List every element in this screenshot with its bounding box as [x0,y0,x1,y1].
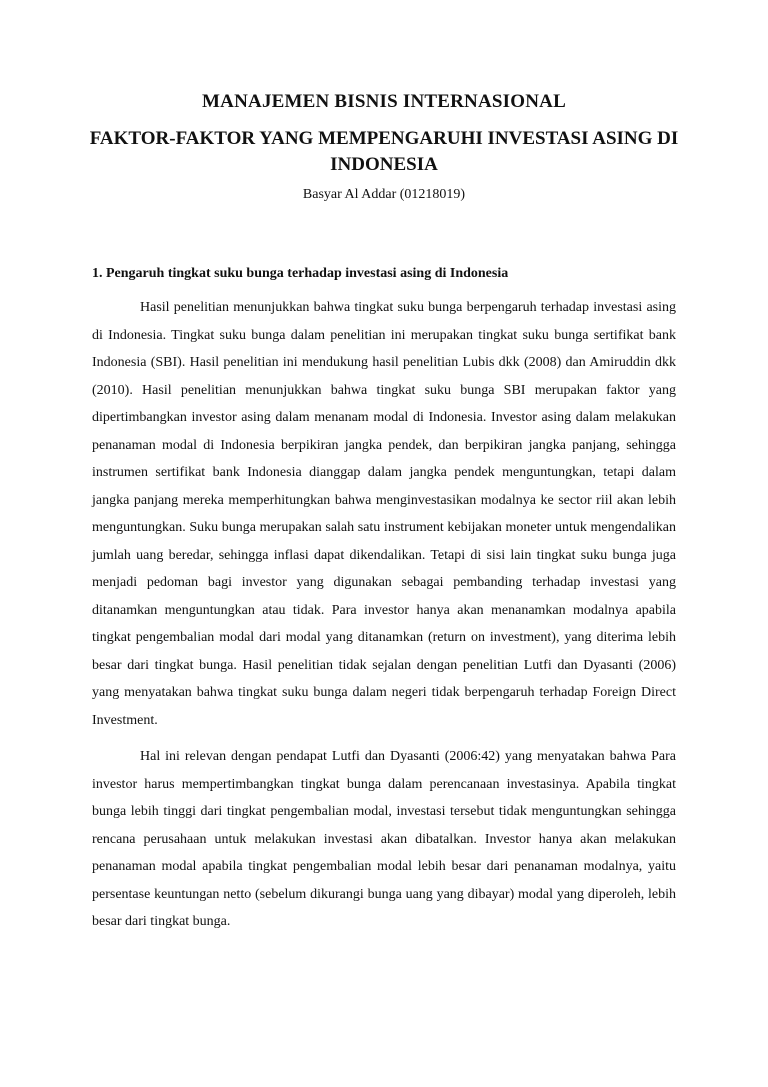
course-title: MANAJEMEN BISNIS INTERNASIONAL [202,91,566,112]
title-block [0,90,768,204]
paragraph-1: Hasil penelitian menunjukkan bahwa tingkat suku bunga berpengaruh terhadap investasi asing di Indonesia. Tingkat suku bunga dalam penelitian ini merupakan tingkat suku bunga sertifikat bank Indonesia (SBI). Hasil penelitian ini mendukung hasil penelitian Lubis dkk (2008) dan Amiruddin dkk (2010). Hasil penelitian menunjukkan bahwa tingkat suku bunga SBI merupakan faktor yang dipertimbangkan investor asing dalam menanam modal di Indonesia. Investor asing dalam melakukan penanaman modal di Indonesia berpikiran jangka pendek, dan berpikiran jangka panjang, sehingga instrumen sertifikat bank Indonesia dianggap dalam jangka pendek menguntungkan, tetapi dalam jangka panjang mereka memperhitungkan bahwa menginvestasikan modalnya ke sector riil akan lebih menguntungkan. Suku bunga merupakan salah satu instrument kebijakan moneter untuk mengendalikan jumlah uang beredar, sehingga inflasi dapat dikendalikan. Tetapi di sisi lain tingkat suku bunga juga menjadi pedoman bagi investor yang digunakan sebagai pembanding terhadap investasi yang ditanamkan menguntungkan atau tidak. Para investor hanya akan menanamkan modalnya apabila tingkat pengembalian modal dari modal yang ditanamkan (return on investment), yang diterima lebih besar dari tingkat bunga. Hasil penelitian tidak sejalan dengan penelitian Lutfi dan Dyasanti (2006) yang menyatakan bahwa tingkat suku bunga dalam negeri tidak berpengaruh terhadap Foreign Direct Investment. [92,300,676,728]
paper-title: FAKTOR-FAKTOR YANG MEMPENGARUHI INVESTASI ASING DI INDONESIA [89,128,679,175]
section-1 [92,264,676,936]
author-line: Basyar Al Addar (01218019) [302,187,466,202]
section-heading: 1. Pengaruh tingkat suku bunga terhadap investasi asing di Indonesia [92,266,509,281]
paragraph-2: Hal ini relevan dengan pendapat Lutfi dan Dyasanti (2006:42) yang menyatakan bahwa Para investor harus mempertimbangkan tingkat bunga dalam perencanaan investasinya. Apabila tingkat bunga lebih tinggi dari tingkat pengembalian modal, investasi tersebut tidak menguntungkan sehingga rencana perusahaan untuk melakukan investasi akan dibatalkan. Investor hanya akan melakukan penanaman modal apabila tingkat pengembalian modal lebih besar dari penanaman modalnya, yaitu persentase keuntungan netto (sebelum dikurangi bunga uang yang dibayar) modal yang diperoleh, lebih besar dari tingkat bunga. [92,749,676,929]
